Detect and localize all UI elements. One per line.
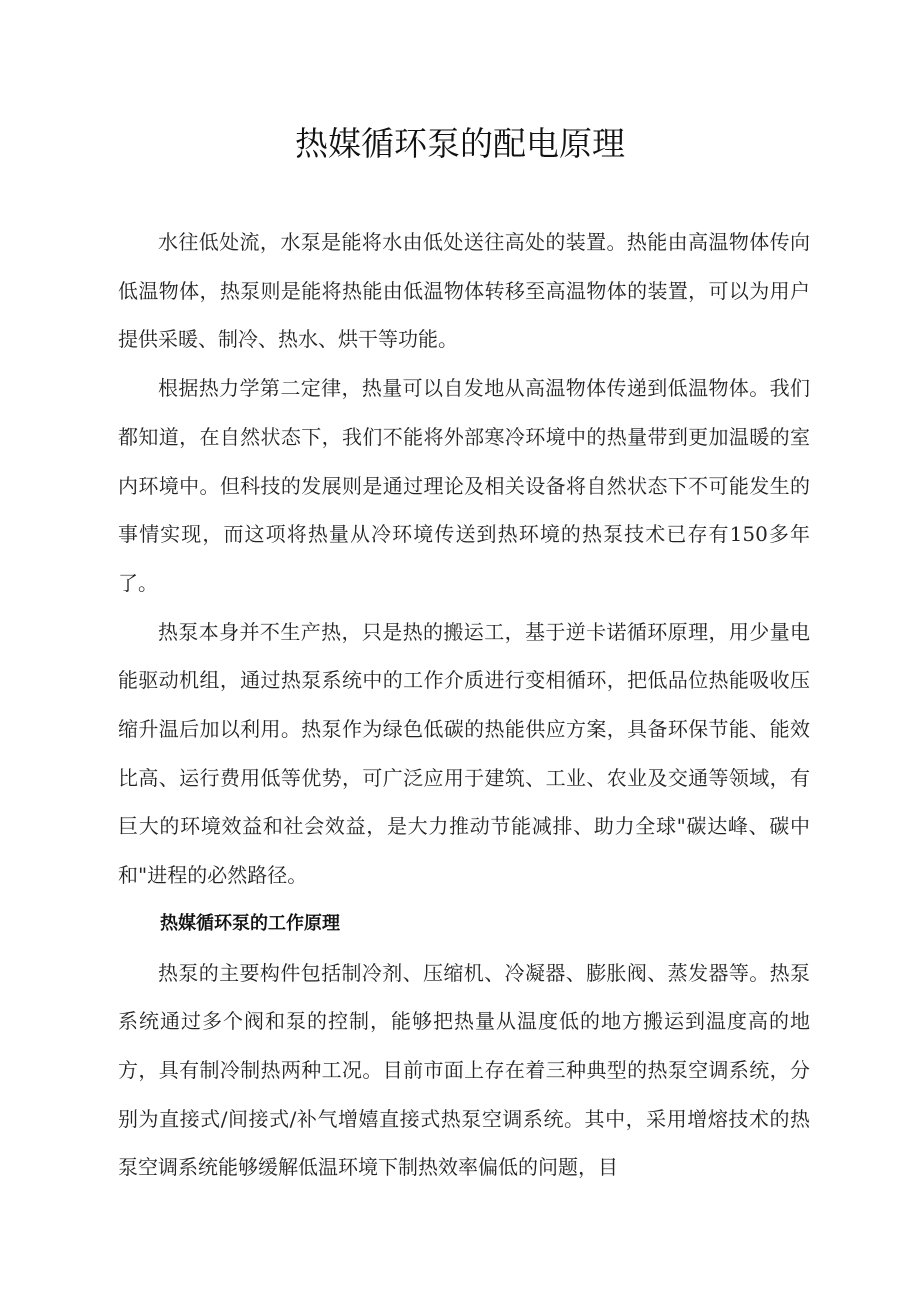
paragraph-heat-pump-benefits: 热泵本身并不生产热，只是热的搬运工，基于逆卡诺循环原理，用少量电能驱动机组，通过热泵系统中的工作介质进行变相循环，把低品位热能吸收压缩升温后加以利用。热泵作为绿色低碳的热能供应方案，具备环保节能、能效比高、运行费用低等优势，可广泛应用于建筑、工业、农业及交通等领域，有巨大的环境效益和社会效益，是大力推动节能减排、助力全球"碳达峰、碳中和"进程的必然路径。 bbox=[118, 619, 810, 888]
paragraph-working-principle: 热泵的主要构件包括制冷剂、压缩机、冷凝器、膨胀阀、蒸发器等。热泵系统通过多个阀和泵的控制，能够把热量从温度低的地方搬运到温度高的地方，具有制冷制热两种工况。目前市面上存在着三种典型的热泵空调系统，分别为直接式/间接式/补气增嬉直接式热泵空调系统。其中，采用增熔技术的热泵空调系统能够缓解低温环境下制热效率偏低的问题，目 bbox=[118, 960, 810, 1180]
paragraph-thermodynamics: 根据热力学第二定律，热量可以自发地从高温物体传递到低温物体。我们都知道，在自然状态下，我们不能将外部寒冷环境中的热量带到更加温暖的室内环境中。但科技的发展则是通过理论及相关设备将自然状态下不可能发生的事情实现，而这项将热量从冷环境传送到热环境的热泵技术已存有150多年了。 bbox=[118, 376, 810, 595]
page-title: 热媒循环泵的配电原理 bbox=[295, 124, 625, 163]
section-heading: 热媒循环泵的工作原理 bbox=[160, 912, 340, 934]
paragraph-intro: 水往低处流，水泵是能将水由低处送往高处的装置。热能由高温物体传向低温物体，热泵则是能将热能由低温物体转移至高温物体的装置，可以为用户提供采暖、制冷、热水、烘干等功能。 bbox=[118, 230, 810, 352]
document-body bbox=[118, 218, 810, 1192]
